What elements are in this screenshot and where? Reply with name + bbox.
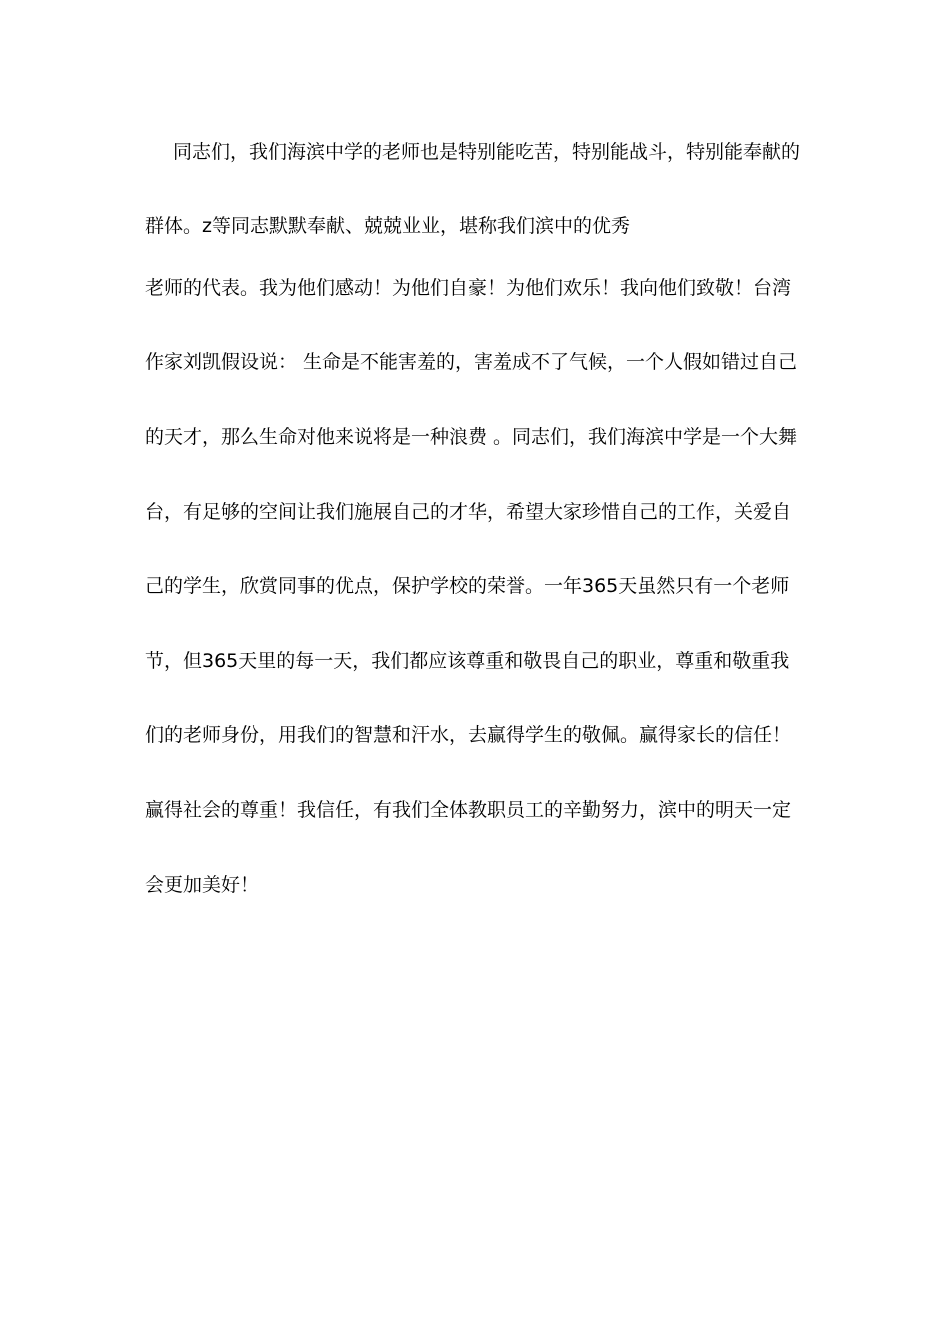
paragraph-line-11: 会更加美好！ — [145, 874, 260, 896]
paragraph-line-4: 作家刘凯假设说： 生命是不能害羞的，害羞成不了气候，一个人假如错过自己 — [145, 351, 798, 373]
paragraph-line-6: 台，有足够的空间让我们施展自己的才华，希望大家珍惜自己的工作，关爱自 — [145, 501, 792, 523]
paragraph-line-7: 己的学生，欣赏同事的优点，保护学校的荣誉。一年365天虽然只有一个老师 — [145, 575, 790, 597]
paragraph-line-1: 同志们，我们海滨中学的老师也是特别能吃苦，特别能战斗，特别能奉献的 — [173, 141, 801, 163]
paragraph-line-5: 的天才，那么生命对他来说将是一种浪费 。同志们，我们海滨中学是一个大舞 — [145, 426, 798, 448]
paragraph-line-2: 群体。z等同志默默奉献、兢兢业业，堪称我们滨中的优秀 — [145, 215, 630, 237]
paragraph-line-10: 赢得社会的尊重！我信任，有我们全体教职员工的辛勤努力，滨中的明天一定 — [145, 799, 792, 821]
paragraph-line-3: 老师的代表。我为他们感动！为他们自豪！为他们欢乐！我向他们致敬！台湾 — [145, 277, 792, 299]
paragraph-line-9: 们的老师身份，用我们的智慧和汗水，去赢得学生的敬佩。赢得家长的信任！ — [145, 724, 792, 746]
paragraph-line-8: 节，但365天里的每一天，我们都应该尊重和敬畏自己的职业，尊重和敬重我 — [145, 650, 790, 672]
